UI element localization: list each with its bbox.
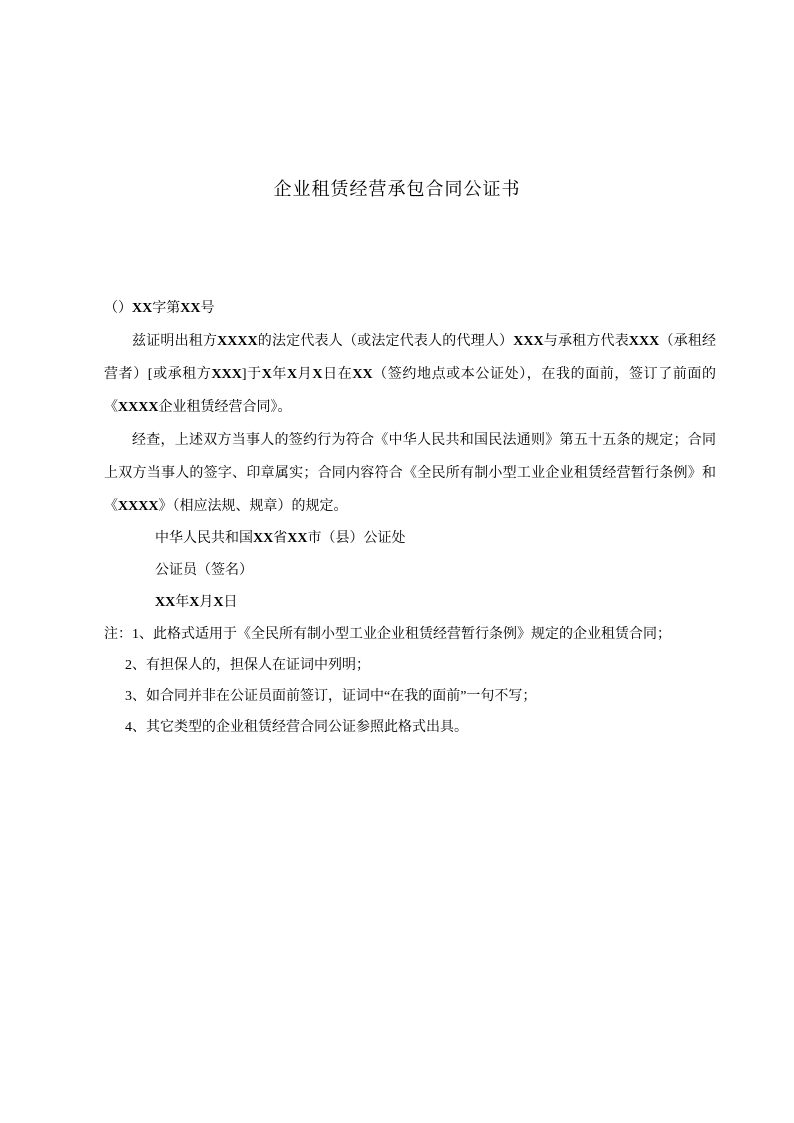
body-text: 市（县）公证处: [307, 531, 406, 546]
document-title: 企业租赁经营承包合同公证书: [273, 179, 521, 199]
placeholder-text: XXX: [211, 367, 242, 382]
notary-office-line: [104, 523, 716, 555]
placeholder-text: XXXX: [118, 499, 159, 514]
placeholder-text: X: [312, 367, 323, 382]
body-text: 年: [271, 367, 288, 382]
placeholder-text: X: [189, 595, 200, 610]
placeholder-text: XXXX: [118, 400, 159, 415]
note-item-3: 3、如合同并非在公证员面前签订，证词中“在我的面前”一句不写；: [125, 689, 537, 704]
note-item-4: 4、其它类型的企业租赁经营合同公证参照此格式出具。: [125, 720, 468, 735]
body-text: 号: [200, 301, 215, 316]
placeholder-text: X: [213, 595, 224, 610]
body-text: 字第: [152, 301, 181, 316]
placeholder-text: XX: [155, 595, 176, 610]
placeholder-text: XXX: [513, 334, 544, 349]
document-body: [104, 292, 716, 743]
placeholder-text: XX: [180, 301, 201, 316]
body-text: （承租经营者）[或承租方: [104, 334, 717, 382]
body-text: 年: [175, 595, 190, 610]
notary-signature-line: 公证员（签名）: [155, 563, 253, 578]
body-text: 省: [273, 531, 288, 546]
body-text: 中华人民共和国: [155, 531, 253, 546]
paragraph-certify: [104, 325, 716, 424]
body-text: （）: [104, 301, 132, 316]
note-item-2: 2、有担保人的，担保人在证词中列明；: [125, 658, 370, 673]
note-item-1: 注：1、此格式适用于《全民所有制小型工业企业租赁经营暂行条例》规定的企业租赁合同；: [104, 627, 671, 642]
body-text: 企业租赁经营合同》。: [158, 400, 292, 415]
placeholder-text: XX: [287, 531, 308, 546]
body-text: 月: [199, 595, 214, 610]
body-text: 的法定代表人（或法定代表人的代理人）: [257, 334, 514, 349]
body-text: 日: [223, 595, 238, 610]
body-text: 月: [297, 367, 313, 382]
notary-date-line: [104, 587, 716, 619]
placeholder-text: XX: [352, 367, 373, 382]
body-text: 日在: [322, 367, 353, 382]
body-text: （签约地点或本公证处），在我的面前，签订了前面的《: [104, 367, 717, 415]
placeholder-text: XX: [132, 301, 153, 316]
placeholder-text: XXXX: [217, 334, 258, 349]
paragraph-review: [104, 424, 716, 523]
body-text: 兹证明出租方: [132, 334, 218, 349]
body-text: 》（相应法规、规章）的规定。: [158, 499, 348, 514]
body-text: ]于: [241, 367, 262, 382]
body-text: 经查，上述双方当事人的签约行为符合《中华人民共和国民法通则》第五十五条的规定；合同上双方当事人的签字、印章属实；合同内容符合《全民所有制小型工业企业租赁经营暂行条例》和《: [104, 433, 716, 514]
doc-number: [104, 292, 716, 325]
placeholder-text: X: [287, 367, 298, 382]
placeholder-text: XX: [253, 531, 274, 546]
body-text: 与承租方代表: [543, 334, 629, 349]
placeholder-text: X: [261, 367, 272, 382]
placeholder-text: XXX: [628, 334, 660, 349]
